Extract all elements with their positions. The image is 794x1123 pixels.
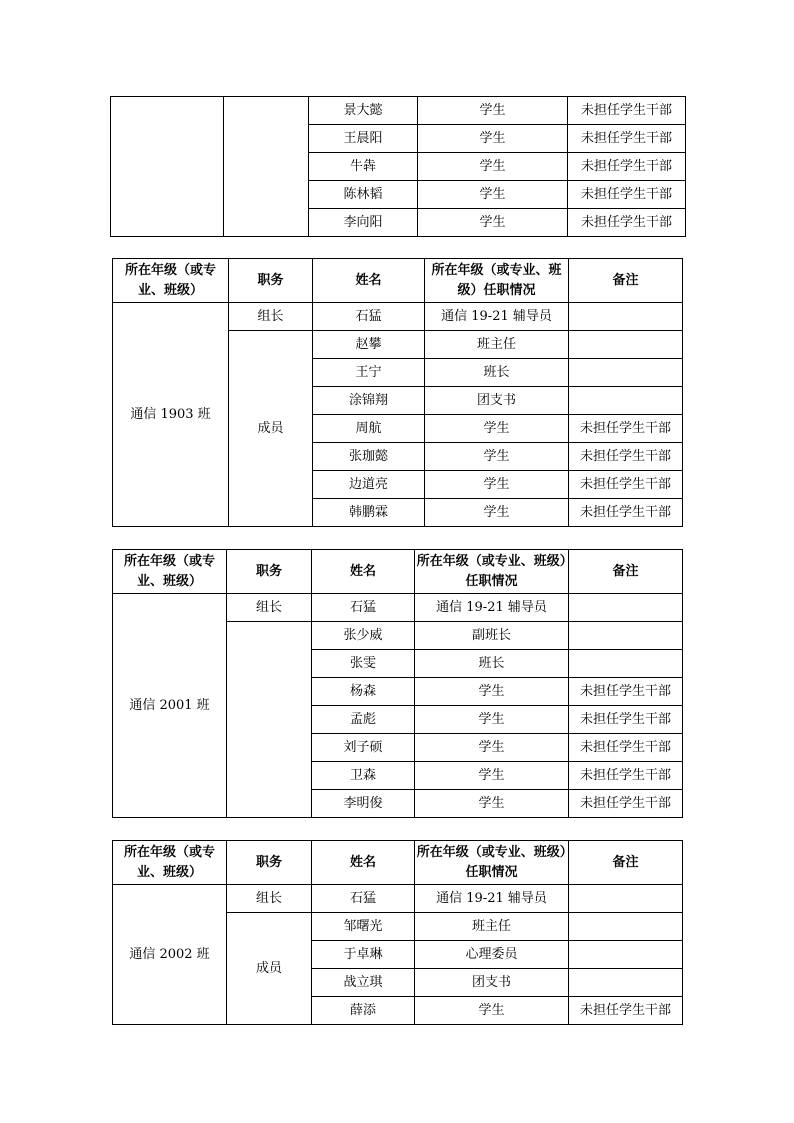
position-cell: 班长 [425,359,569,387]
name-cell: 涂锦翔 [313,387,425,415]
remark-cell [569,969,683,997]
position-cell: 学生 [415,678,569,706]
name-cell: 刘子硕 [312,734,415,762]
position-cell: 班主任 [415,913,569,941]
name-cell: 张珈懿 [313,443,425,471]
position-cell: 心理委员 [415,941,569,969]
remark-cell [569,885,683,913]
position-cell: 团支书 [415,969,569,997]
remark-cell: 未担任学生干部 [569,499,683,527]
position-cell: 学生 [415,997,569,1025]
header-position [415,550,569,594]
position-cell: 班长 [415,650,569,678]
name-cell: 王宁 [313,359,425,387]
name-cell: 孟彪 [312,706,415,734]
position-cell: 班主任 [425,331,569,359]
remark-cell [569,941,683,969]
remark-cell [569,331,683,359]
header-grade [113,841,227,885]
remark-cell [569,303,683,331]
remark-cell: 未担任学生干部 [568,181,686,209]
remark-cell: 未担任学生干部 [568,153,686,181]
name-cell: 周航 [313,415,425,443]
header-remark: 备注 [569,550,683,594]
position-cell: 学生 [415,734,569,762]
header-position-text: 所在年级（或专业、班级）任职情况 [416,553,567,589]
grade-cell: 通信 2002 班 [113,885,227,1025]
name-cell: 王晨阳 [309,125,418,153]
header-grade-text: 所在年级（或专业、班级） [123,553,215,589]
position-cell: 学生 [415,790,569,818]
name-cell: 边道亮 [313,471,425,499]
name-cell: 卫森 [312,762,415,790]
duty-cell: 组长 [229,303,313,331]
name-cell: 石猛 [312,594,415,622]
position-cell: 学生 [425,499,569,527]
name-cell: 杨森 [312,678,415,706]
name-cell: 邹曙光 [312,913,415,941]
remark-cell [569,650,683,678]
duty-cell: 成员 [227,913,312,1025]
table-row [113,594,683,622]
position-cell: 学生 [418,153,568,181]
name-cell: 石猛 [312,885,415,913]
header-name: 姓名 [312,841,415,885]
remark-cell: 未担任学生干部 [568,125,686,153]
position-cell: 学生 [418,97,568,125]
header-row [113,550,683,594]
table-row [113,885,683,913]
remark-cell [569,359,683,387]
header-position-text: 所在年级（或专业、班级）任职情况 [431,262,562,298]
header-name: 姓名 [312,550,415,594]
name-cell: 陈林韬 [309,181,418,209]
remark-cell: 未担任学生干部 [569,762,683,790]
position-cell: 学生 [415,762,569,790]
remark-cell [569,913,683,941]
remark-cell: 未担任学生干部 [569,471,683,499]
grade-cell [111,97,224,237]
name-cell: 赵攀 [313,331,425,359]
name-cell: 韩鹏霖 [313,499,425,527]
remark-cell [569,622,683,650]
remark-cell [569,387,683,415]
header-duty: 职务 [229,259,313,303]
duty-cell [227,622,312,818]
position-cell: 通信 19-21 辅导员 [415,885,569,913]
header-remark: 备注 [569,841,683,885]
header-duty: 职务 [227,550,312,594]
remark-cell: 未担任学生干部 [569,443,683,471]
position-cell: 学生 [418,125,568,153]
position-cell: 学生 [425,415,569,443]
class-table-2001 [112,549,683,818]
header-name: 姓名 [313,259,425,303]
header-grade [113,259,229,303]
remark-cell: 未担任学生干部 [568,97,686,125]
name-cell: 李明俊 [312,790,415,818]
continuation-table [110,96,686,237]
position-cell: 通信 19-21 辅导员 [415,594,569,622]
name-cell: 石猛 [313,303,425,331]
class-table-2002 [112,840,683,1025]
name-cell: 张雯 [312,650,415,678]
remark-cell: 未担任学生干部 [569,415,683,443]
duty-cell: 成员 [229,331,313,527]
position-cell: 学生 [418,209,568,237]
header-position [425,259,569,303]
remark-cell [569,594,683,622]
remark-cell: 未担任学生干部 [569,790,683,818]
grade-cell: 通信 2001 班 [113,594,227,818]
header-grade-text: 所在年级（或专业、班级） [123,844,215,880]
position-cell: 通信 19-21 辅导员 [425,303,569,331]
name-cell: 战立琪 [312,969,415,997]
remark-cell: 未担任学生干部 [569,997,683,1025]
position-cell: 副班长 [415,622,569,650]
duty-cell: 组长 [227,594,312,622]
duty-cell: 组长 [227,885,312,913]
header-position-text: 所在年级（或专业、班级）任职情况 [416,844,567,880]
grade-cell: 通信 1903 班 [113,303,229,527]
position-cell: 学生 [415,706,569,734]
remark-cell: 未担任学生干部 [568,209,686,237]
remark-cell: 未担任学生干部 [569,734,683,762]
position-cell: 学生 [425,471,569,499]
remark-cell: 未担任学生干部 [569,678,683,706]
name-cell: 景大懿 [309,97,418,125]
duty-cell [224,97,309,237]
table-row [113,303,683,331]
class-table-1903 [112,258,683,527]
header-row [113,259,683,303]
header-grade-text: 所在年级（或专业、班级） [124,262,216,298]
name-cell: 于卓琳 [312,941,415,969]
position-cell: 团支书 [425,387,569,415]
name-cell: 李向阳 [309,209,418,237]
header-duty: 职务 [227,841,312,885]
name-cell: 牛犇 [309,153,418,181]
header-row [113,841,683,885]
header-position [415,841,569,885]
table-row [111,97,686,125]
position-cell: 学生 [418,181,568,209]
name-cell: 薛添 [312,997,415,1025]
position-cell: 学生 [425,443,569,471]
remark-cell: 未担任学生干部 [569,706,683,734]
header-remark: 备注 [569,259,683,303]
header-grade [113,550,227,594]
name-cell: 张少威 [312,622,415,650]
